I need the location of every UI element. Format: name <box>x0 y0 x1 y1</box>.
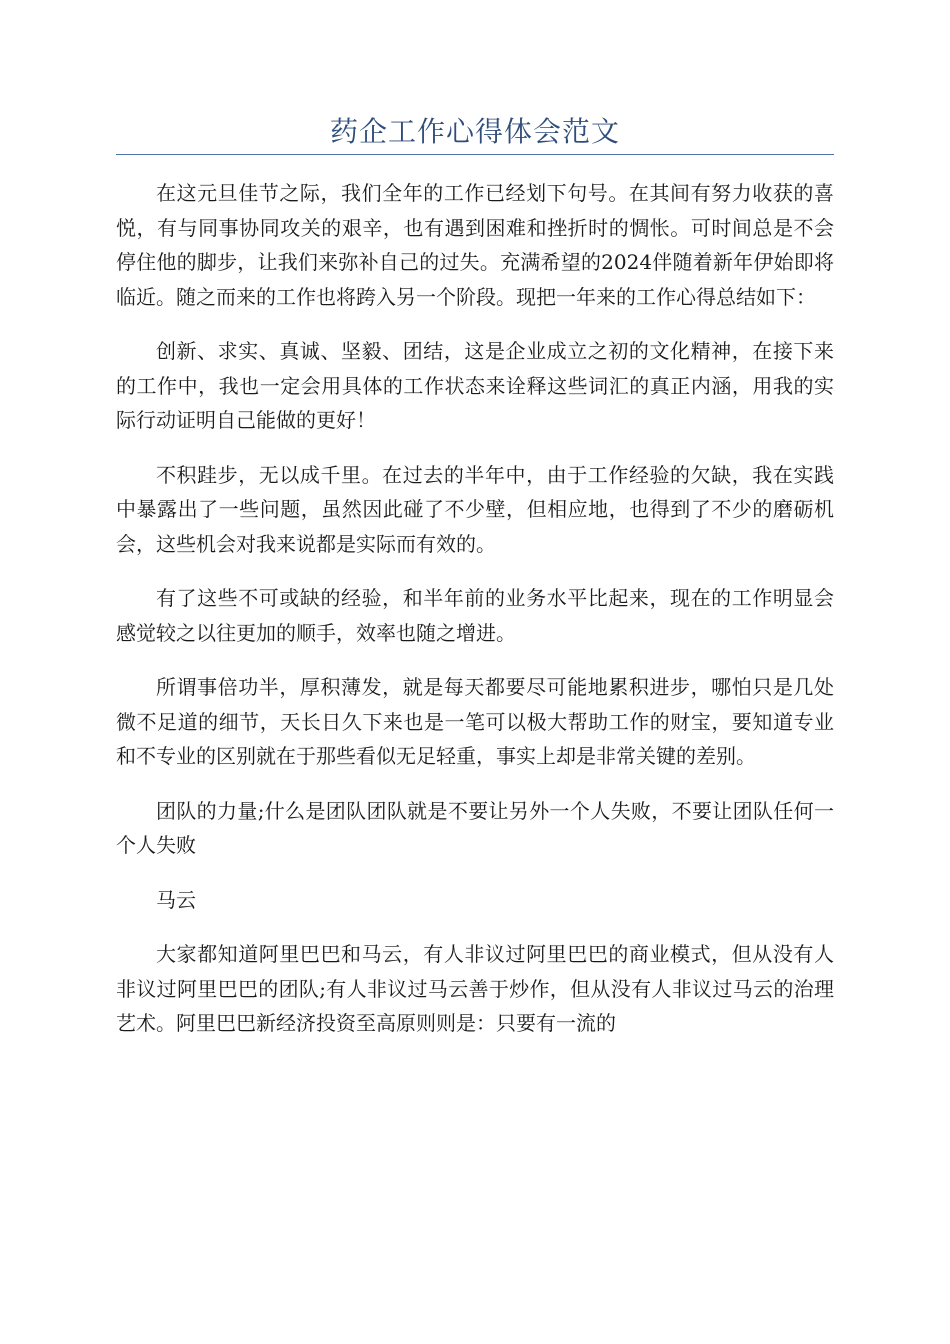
paragraph-6: 团队的力量;什么是团队团队就是不要让另外一个人失败，不要让团队任何一个人失败 <box>116 798 834 857</box>
paragraph-4: 有了这些不可或缺的经验，和半年前的业务水平比起来，现在的工作明显会感觉较之以往更加的顺手，效率也随之增进。 <box>116 586 834 645</box>
paragraph-3: 不积跬步，无以成千里。在过去的半年中，由于工作经验的欠缺，我在实践中暴露出了一些问题，虽然因此碰了不少壁，但相应地，也得到了不少的磨砺机会，这些机会对我来说都是实际而有效的。 <box>116 462 834 556</box>
paragraph-7: 马云 <box>156 887 196 912</box>
paragraph-1: 在这元旦佳节之际，我们全年的工作已经划下句号。在其间有努力收获的喜悦，有与同事协同攻关的艰辛，也有遇到困难和挫折时的惆怅。可时间总是不会停住他的脚步，让我们来弥补自己的过失。充满希望的2024伴随着新年伊始即将临近。随之而来的工作也将跨入另一个阶段。现把一年来的工作心得总结如下： <box>116 181 834 309</box>
paragraph-8: 大家都知道阿里巴巴和马云，有人非议过阿里巴巴的商业模式，但从没有人非议过阿里巴巴的团队;有人非议过马云善于炒作，但从没有人非议过马云的治理艺术。阿里巴巴新经济投资至高原则则是：只要有一流的 <box>116 942 834 1035</box>
document-body <box>116 176 834 1061</box>
title-underline <box>116 154 834 155</box>
paragraph-5: 所谓事倍功半，厚积薄发，就是每天都要尽可能地累积进步，哪怕只是几处微不足道的细节，天长日久下来也是一笔可以极大帮助工作的财宝，要知道专业和不专业的区别就在于那些看似无足轻重，事实上却是非常关键的差别。 <box>116 675 834 768</box>
paragraph-2: 创新、求实、真诚、坚毅、团结，这是企业成立之初的文化精神，在接下来的工作中，我也一定会用具体的工作状态来诠释这些词汇的真正内涵，用我的实际行动证明自己能做的更好！ <box>116 339 834 432</box>
document-title: 药企工作心得体会范文 <box>329 115 620 148</box>
